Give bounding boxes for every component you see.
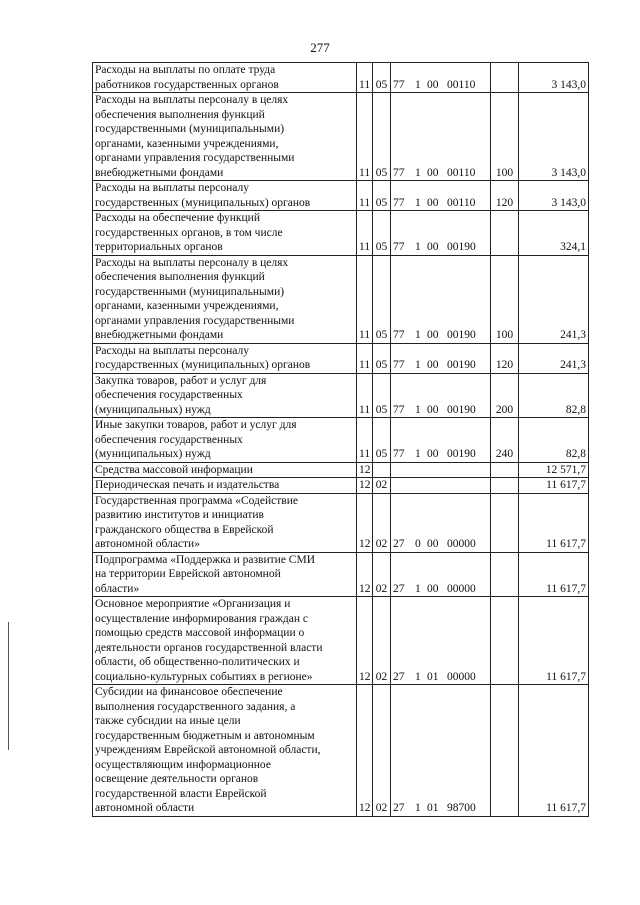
target-article-part: 01 (427, 670, 439, 683)
target-article-part: 00190 (447, 329, 476, 341)
expense-name-cell: Иные закупки товаров, работ и услуг для обеспечения государственных (муниципальных) нужд (93, 418, 357, 463)
expense-name-cell: Государственная программа «Содействие развитию институтов и инициатив гражданского общества в Еврейской автономной области» (93, 493, 357, 552)
target-article-part: 00 (427, 196, 439, 209)
amount-cell: 82,8 (519, 373, 589, 418)
section-code-cell: 11 (357, 255, 373, 343)
expense-type-cell (491, 685, 519, 817)
subsection-code-cell: 05 (373, 63, 391, 93)
expense-name-cell: Основное мероприятие «Организация и осуществление информирования граждан с помощью средств массовой информации о деятельности органов государственной власти области, об общественно-политических и социально-культурных событиях в регионе» (93, 597, 357, 685)
amount-cell: 11 617,7 (519, 685, 589, 817)
amount-cell: 324,1 (519, 211, 589, 256)
target-article-cell (391, 552, 491, 597)
subsection-code-cell (373, 462, 391, 478)
target-article-part: 00 (427, 166, 439, 179)
target-article-part: 1 (415, 78, 421, 91)
expense-type-cell: 120 (491, 343, 519, 373)
table-row (93, 462, 589, 478)
section-code-cell: 11 (357, 373, 373, 418)
expense-type-cell: 100 (491, 255, 519, 343)
target-article-part: 00000 (447, 582, 476, 595)
target-article-cell (391, 478, 491, 494)
section-code-cell: 12 (357, 597, 373, 685)
section-code-cell: 12 (357, 462, 373, 478)
expense-type-cell: 100 (491, 93, 519, 181)
target-article-part: 77 (393, 78, 405, 91)
amount-cell: 3 143,0 (519, 93, 589, 181)
expense-name-cell: Расходы на выплаты персоналу в целях обеспечения выполнения функций государственными (муниципальными) органами, казенными учреждениями, органами управления государственными внебюджетными фондами (93, 255, 357, 343)
amount-cell: 241,3 (519, 255, 589, 343)
target-article-part: 77 (393, 241, 405, 253)
target-article-part: 0 (415, 538, 421, 550)
target-article-part: 00 (427, 359, 439, 371)
expense-name-cell: Расходы на обеспечение функций государственных органов, в том числе территориальных органов (93, 211, 357, 256)
target-article-part: 77 (393, 196, 405, 209)
target-article-part: 1 (415, 166, 421, 179)
target-article-part: 1 (415, 359, 421, 371)
subsection-code-cell: 05 (373, 343, 391, 373)
subsection-code-cell: 02 (373, 685, 391, 817)
target-article-part: 98700 (447, 802, 476, 814)
subsection-code-cell: 05 (373, 93, 391, 181)
target-article-part: 1 (415, 403, 421, 416)
section-code-cell: 12 (357, 478, 373, 494)
expense-name-cell: Подпрограмма «Поддержка и развитие СМИ на территории Еврейской автономной области» (93, 552, 357, 597)
section-code-cell: 11 (357, 343, 373, 373)
target-article-part: 77 (393, 448, 405, 460)
expense-name-cell: Закупка товаров, работ и услуг для обеспечения государственных (муниципальных) нужд (93, 373, 357, 418)
subsection-code-cell: 02 (373, 552, 391, 597)
target-article-part: 77 (393, 403, 405, 416)
section-code-cell: 11 (357, 63, 373, 93)
target-article-cell (391, 343, 491, 373)
section-code-cell: 12 (357, 552, 373, 597)
subsection-code-cell: 02 (373, 493, 391, 552)
target-article-part: 00 (427, 329, 439, 341)
amount-cell: 82,8 (519, 418, 589, 463)
subsection-code-cell: 05 (373, 418, 391, 463)
expense-type-cell (491, 211, 519, 256)
table-row (93, 478, 589, 494)
target-article-cell (391, 255, 491, 343)
amount-cell: 12 571,7 (519, 462, 589, 478)
target-article-part: 00190 (447, 403, 476, 416)
target-article-part: 00190 (447, 448, 476, 460)
section-code-cell: 11 (357, 181, 373, 211)
target-article-part: 00 (427, 403, 439, 416)
table-row (93, 373, 589, 418)
section-code-cell: 11 (357, 93, 373, 181)
target-article-cell (391, 211, 491, 256)
target-article-part: 27 (393, 670, 405, 683)
subsection-code-cell: 05 (373, 181, 391, 211)
target-article-part: 01 (427, 802, 439, 814)
table-row (93, 63, 589, 93)
target-article-part: 77 (393, 166, 405, 179)
target-article-part: 00110 (447, 196, 476, 209)
target-article-cell (391, 93, 491, 181)
target-article-part: 27 (393, 582, 405, 595)
target-article-part: 27 (393, 538, 405, 550)
target-article-cell (391, 493, 491, 552)
expense-name-cell: Расходы на выплаты персоналу государственных (муниципальных) органов (93, 343, 357, 373)
subsection-code-cell: 05 (373, 211, 391, 256)
target-article-part: 00000 (447, 670, 476, 683)
subsection-code-cell: 02 (373, 597, 391, 685)
expense-name-cell: Средства массовой информации (93, 462, 357, 478)
amount-cell: 11 617,7 (519, 493, 589, 552)
table-row (93, 418, 589, 463)
expense-name-cell: Расходы на выплаты по оплате труда работников государственных органов (93, 63, 357, 93)
page-number: 277 (310, 40, 330, 55)
target-article-part: 00110 (447, 78, 476, 91)
expense-name-cell: Периодическая печать и издательства (93, 478, 357, 494)
target-article-cell (391, 418, 491, 463)
subsection-code-cell: 05 (373, 255, 391, 343)
amount-cell: 3 143,0 (519, 181, 589, 211)
target-article-part: 00000 (447, 538, 476, 550)
section-code-cell: 11 (357, 418, 373, 463)
expense-type-cell (491, 478, 519, 494)
expense-type-cell: 200 (491, 373, 519, 418)
target-article-part: 00 (427, 448, 439, 460)
target-article-part: 00190 (447, 359, 476, 371)
target-article-cell (391, 63, 491, 93)
target-article-part: 00 (427, 582, 439, 595)
section-code-cell: 12 (357, 685, 373, 817)
target-article-cell (391, 597, 491, 685)
target-article-part: 1 (415, 196, 421, 209)
scan-margin-line (8, 622, 9, 750)
expense-type-cell (491, 493, 519, 552)
section-code-cell: 12 (357, 493, 373, 552)
budget-table-body (93, 63, 589, 817)
table-row (93, 343, 589, 373)
target-article-part: 1 (415, 448, 421, 460)
budget-table (92, 62, 589, 817)
section-code-cell: 11 (357, 211, 373, 256)
expense-type-cell: 120 (491, 181, 519, 211)
target-article-part: 27 (393, 802, 405, 814)
target-article-cell (391, 181, 491, 211)
expense-type-cell (491, 462, 519, 478)
amount-cell: 3 143,0 (519, 63, 589, 93)
target-article-part: 77 (393, 329, 405, 341)
target-article-part: 00190 (447, 241, 476, 253)
target-article-part: 1 (415, 582, 421, 595)
table-row (93, 93, 589, 181)
amount-cell: 11 617,7 (519, 478, 589, 494)
target-article-cell (391, 462, 491, 478)
amount-cell: 241,3 (519, 343, 589, 373)
target-article-part: 1 (415, 241, 421, 253)
amount-cell: 11 617,7 (519, 552, 589, 597)
expense-type-cell: 240 (491, 418, 519, 463)
target-article-cell (391, 373, 491, 418)
table-row (93, 552, 589, 597)
table-row (93, 685, 589, 817)
table-row (93, 493, 589, 552)
target-article-part: 00110 (447, 166, 476, 179)
target-article-part: 00 (427, 538, 439, 550)
expense-type-cell (491, 63, 519, 93)
target-article-part: 1 (415, 802, 421, 814)
target-article-part: 00 (427, 78, 439, 91)
target-article-part: 1 (415, 670, 421, 683)
amount-cell: 11 617,7 (519, 597, 589, 685)
target-article-cell (391, 685, 491, 817)
expense-name-cell: Субсидии на финансовое обеспечение выполнения государственного задания, а также субсидии на иные цели государственным бюджетным и автономным учреждениям Еврейской автономной области, осуществляющим информационное освещение деятельности органов государственной власти Еврейской автономной области (93, 685, 357, 817)
target-article-part: 00 (427, 241, 439, 253)
table-row (93, 597, 589, 685)
expense-type-cell (491, 552, 519, 597)
target-article-part: 1 (415, 329, 421, 341)
expense-name-cell: Расходы на выплаты персоналу в целях обеспечения выполнения функций государственными (муниципальными) органами, казенными учреждениями, органами управления государственными внебюджетными фондами (93, 93, 357, 181)
table-row (93, 255, 589, 343)
subsection-code-cell: 05 (373, 373, 391, 418)
expense-name-cell: Расходы на выплаты персоналу государственных (муниципальных) органов (93, 181, 357, 211)
table-row (93, 211, 589, 256)
table-row (93, 181, 589, 211)
expense-type-cell (491, 597, 519, 685)
subsection-code-cell: 02 (373, 478, 391, 494)
target-article-part: 77 (393, 359, 405, 371)
